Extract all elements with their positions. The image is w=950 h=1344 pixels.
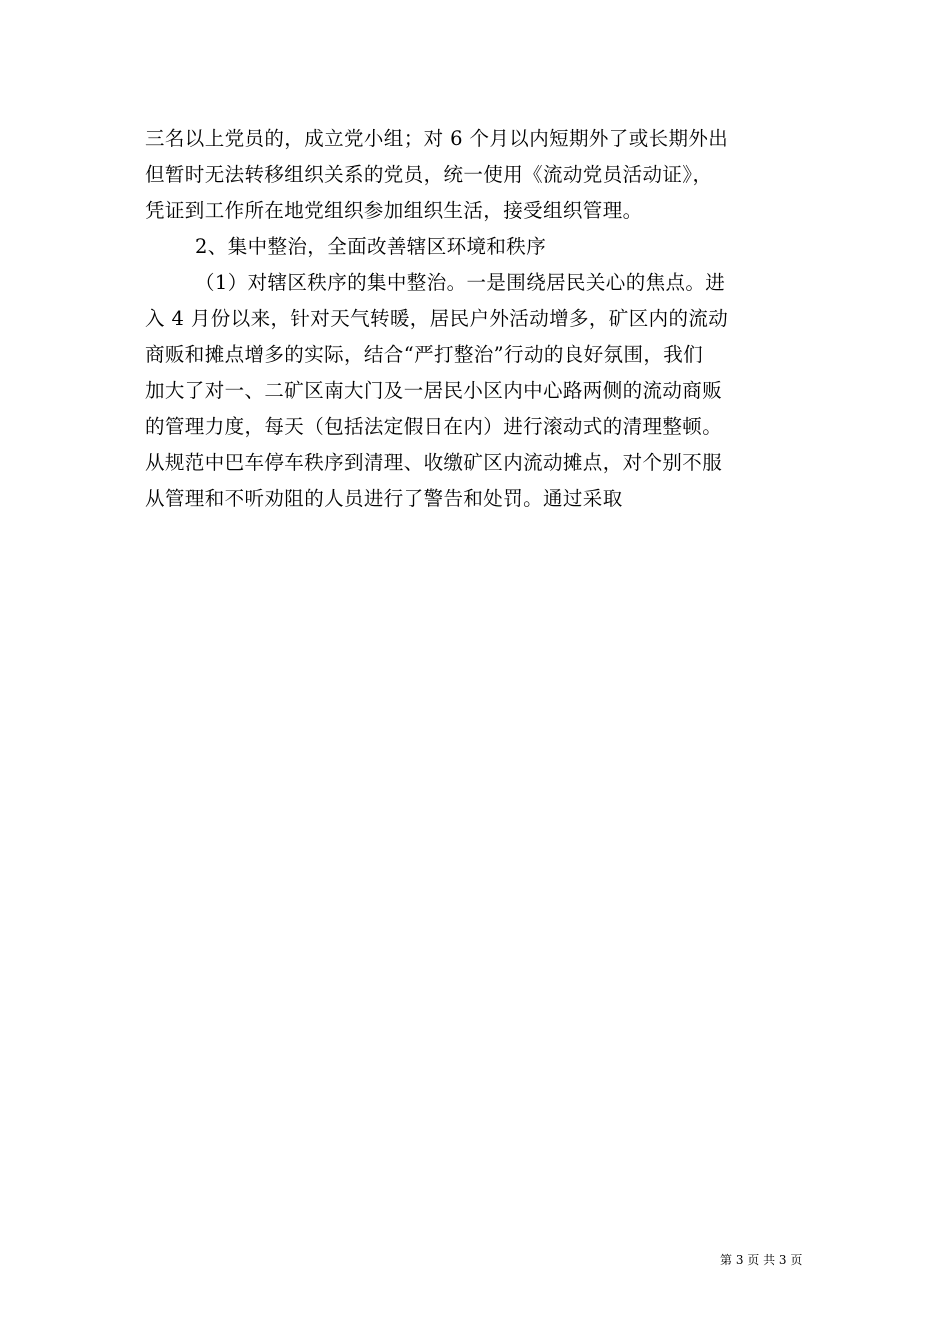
paragraph-line-8: 加大了对一、二矿区南大门及一居民小区内中心路两侧的流动商贩 <box>145 379 723 402</box>
subsection-line-1: （1）对辖区秩序的集中整治。一是围绕居民关心的焦点。进 <box>195 271 726 294</box>
paragraph-line-2: 但暂时无法转移组织关系的党员，统一使用《流动党员活动证》， <box>145 163 713 186</box>
paragraph-line-7: 商贩和摊点增多的实际，结合“严打整治”行动的良好氛围，我们 <box>145 343 704 366</box>
paragraph-line-3: 凭证到工作所在地党组织参加组织生活，接受组织管理。 <box>145 199 643 222</box>
paragraph-line-10: 从规范中巴车停车秩序到清理、收缴矿区内流动摊点，对个别不服 <box>145 451 723 474</box>
page-number-footer: 第 3 页 共 3 页 <box>720 1253 803 1267</box>
paragraph-line-6: 入 4 月份以来，针对天气转暖，居民户外活动增多，矿区内的流动 <box>145 307 729 330</box>
paragraph-line-1: 三名以上党员的，成立党小组；对 6 个月以内短期外了或长期外出 <box>145 127 729 150</box>
section-heading: 2、集中整治，全面改善辖区环境和秩序 <box>195 235 547 258</box>
paragraph-line-9: 的管理力度，每天（包括法定假日在内）进行滚动式的清理整顿。 <box>145 415 723 438</box>
paragraph-line-11: 从管理和不听劝阻的人员进行了警告和处罚。通过采取 <box>145 487 623 510</box>
